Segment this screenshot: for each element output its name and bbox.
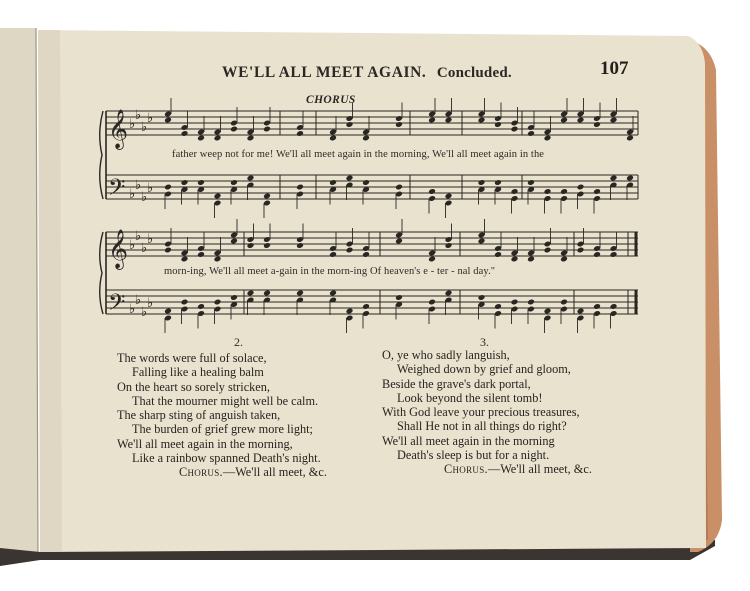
svg-text:♭: ♭ xyxy=(147,232,154,247)
chorus-reference xyxy=(117,465,327,479)
svg-text:♭: ♭ xyxy=(135,229,142,244)
verse-line: On the heart so sorely stricken, xyxy=(117,379,270,394)
verse-3-number: 3. xyxy=(480,335,489,349)
svg-text:♭: ♭ xyxy=(135,178,142,193)
verse-line: Like a rainbow spanned Death's night. xyxy=(132,451,321,466)
svg-text:♭: ♭ xyxy=(129,238,136,253)
lyrics-system-2: morn-ing, We'll all meet a-gain in the morn-ing Of heaven's e - ter - nal day." xyxy=(164,266,496,277)
verse-line: With God leave your precious treasures, xyxy=(382,405,580,420)
svg-text:♭: ♭ xyxy=(141,305,148,320)
svg-text:♭: ♭ xyxy=(129,187,136,202)
verse-line: Look beyond the silent tomb! xyxy=(397,390,543,405)
verse-2-number: 2. xyxy=(234,335,243,349)
chorus-text: —We'll all meet, &c. xyxy=(487,462,592,477)
svg-text:♭: ♭ xyxy=(147,181,154,196)
verse-3 xyxy=(382,348,592,477)
chorus-reference xyxy=(382,462,592,476)
verse-line: That the mourner might well be calm. xyxy=(132,393,319,408)
book-page xyxy=(38,30,706,555)
verse-line: O, ye who sadly languish, xyxy=(382,348,510,362)
page-title xyxy=(222,64,512,82)
verse-line: Shall He not in all things do right? xyxy=(397,419,567,434)
verse-line: The words were full of solace, xyxy=(117,351,267,365)
svg-text:♭: ♭ xyxy=(147,296,154,311)
title-text: WE'LL ALL MEET AGAIN. xyxy=(222,64,427,81)
verse-line: The sharp sting of anguish taken, xyxy=(117,408,281,423)
svg-text:♭: ♭ xyxy=(147,111,154,126)
verse-line: Beside the grave's dark portal, xyxy=(382,376,531,391)
verse-line: We'll all meet again in the morning, xyxy=(117,436,293,451)
svg-text:𝄢: 𝄢 xyxy=(108,175,126,206)
svg-text:𝄞: 𝄞 xyxy=(108,229,129,269)
chorus-label: Chorus. xyxy=(179,465,223,480)
verse-line: The burden of grief grew more light; xyxy=(132,422,313,437)
svg-text:♭: ♭ xyxy=(135,108,142,123)
verse-line: Death's sleep is but for a night. xyxy=(397,448,550,463)
chorus-text: —We'll all meet, &c. xyxy=(222,465,327,480)
chorus-label: Chorus. xyxy=(444,462,488,477)
svg-text:♭: ♭ xyxy=(135,293,142,308)
title-concluded: Concluded. xyxy=(436,65,512,81)
svg-text:♭: ♭ xyxy=(129,117,136,132)
svg-text:♭: ♭ xyxy=(141,241,148,256)
verse-line: Falling like a healing balm xyxy=(132,365,264,380)
verse-2 xyxy=(117,351,327,480)
lyrics-system-1: father weep not for me! We'll all meet again in the morning, We'll all meet again in the xyxy=(172,149,545,160)
svg-text:♭: ♭ xyxy=(141,190,148,205)
svg-text:♭: ♭ xyxy=(129,302,136,317)
svg-text:𝄢: 𝄢 xyxy=(108,290,126,321)
chorus-mark: CHORUS xyxy=(306,94,356,106)
page-number: 107 xyxy=(600,58,629,79)
svg-text:♭: ♭ xyxy=(141,120,148,135)
verse-line: Weighed down by grief and gloom, xyxy=(397,362,571,377)
verse-line: We'll all meet again in the morning xyxy=(382,433,555,448)
svg-text:𝄞: 𝄞 xyxy=(108,109,129,149)
